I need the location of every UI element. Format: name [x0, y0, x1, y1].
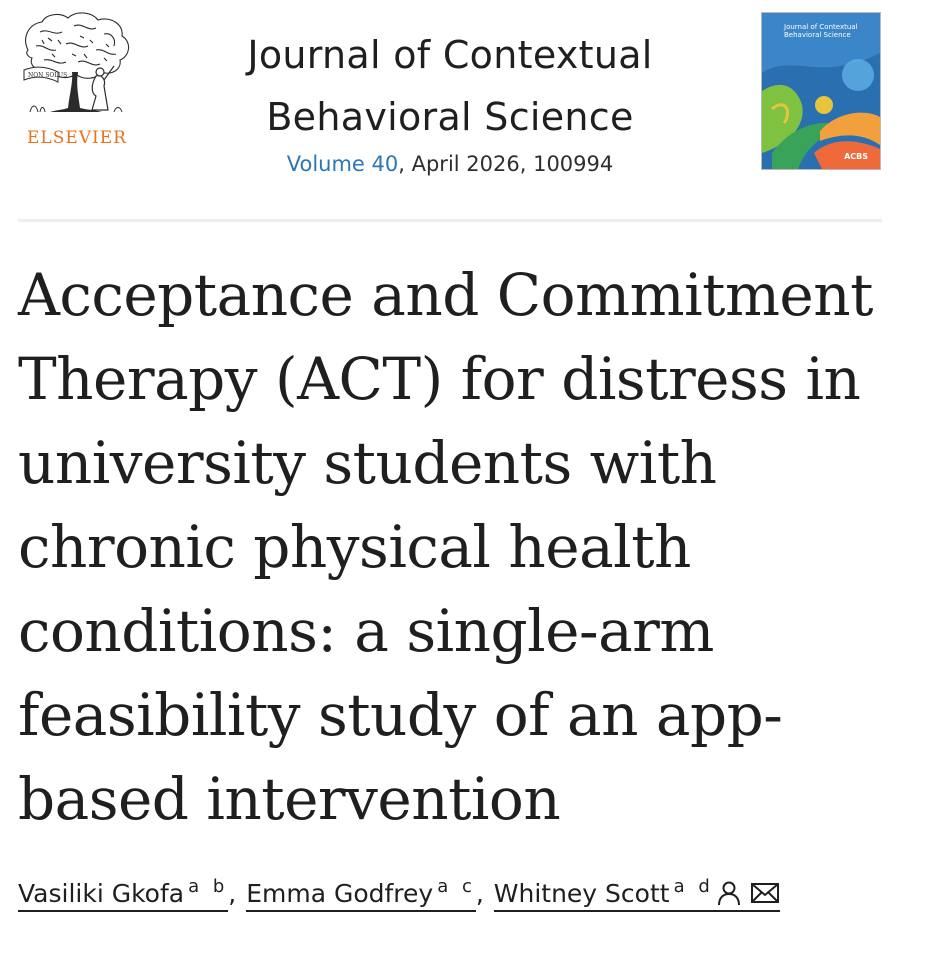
author-link[interactable]: [494, 876, 780, 912]
elsevier-logo[interactable]: [16, 10, 138, 148]
journal-title[interactable]: [190, 24, 710, 148]
journal-title-line-1[interactable]: Journal of Contextual: [247, 33, 653, 77]
author-name: Vasiliki Gkofa: [18, 879, 185, 908]
person-icon[interactable]: [716, 880, 742, 906]
journal-cover-thumbnail[interactable]: [761, 12, 881, 170]
author-separator: ,: [475, 879, 492, 908]
author-affiliations[interactable]: a c: [437, 876, 476, 897]
elsevier-wordmark: ELSEVIER: [27, 128, 127, 148]
issue-details: , April 2026, 100994: [398, 152, 614, 176]
journal-header: [0, 0, 926, 222]
cover-brand: ACBS: [844, 152, 868, 161]
issue-info: [190, 152, 710, 176]
author-affiliations[interactable]: a b: [188, 876, 229, 897]
author-affiliations[interactable]: a d: [673, 876, 714, 897]
article-title: Acceptance and Commitment Therapy (ACT) for distress in university students with chronic physical health conditions: a single-arm feasibility study of an app-based intervention: [18, 261, 873, 833]
author-link[interactable]: [18, 876, 228, 912]
journal-title-line-2[interactable]: Behavioral Science: [266, 95, 634, 139]
elsevier-tree-logo-icon: [18, 10, 136, 118]
author-list: [18, 876, 908, 912]
volume-link[interactable]: Volume 40: [286, 152, 399, 176]
logo-motto: NON SOLUS: [28, 72, 68, 79]
cover-title: Journal of Contextual Behavioral Science: [784, 23, 858, 39]
journal-info: [190, 24, 710, 176]
envelope-icon[interactable]: [750, 880, 780, 906]
author-separator: ,: [228, 879, 245, 908]
header-divider: [18, 219, 882, 222]
author-name: Whitney Scott: [493, 879, 670, 908]
author-link[interactable]: [246, 876, 476, 912]
author-name: Emma Godfrey: [246, 879, 434, 908]
